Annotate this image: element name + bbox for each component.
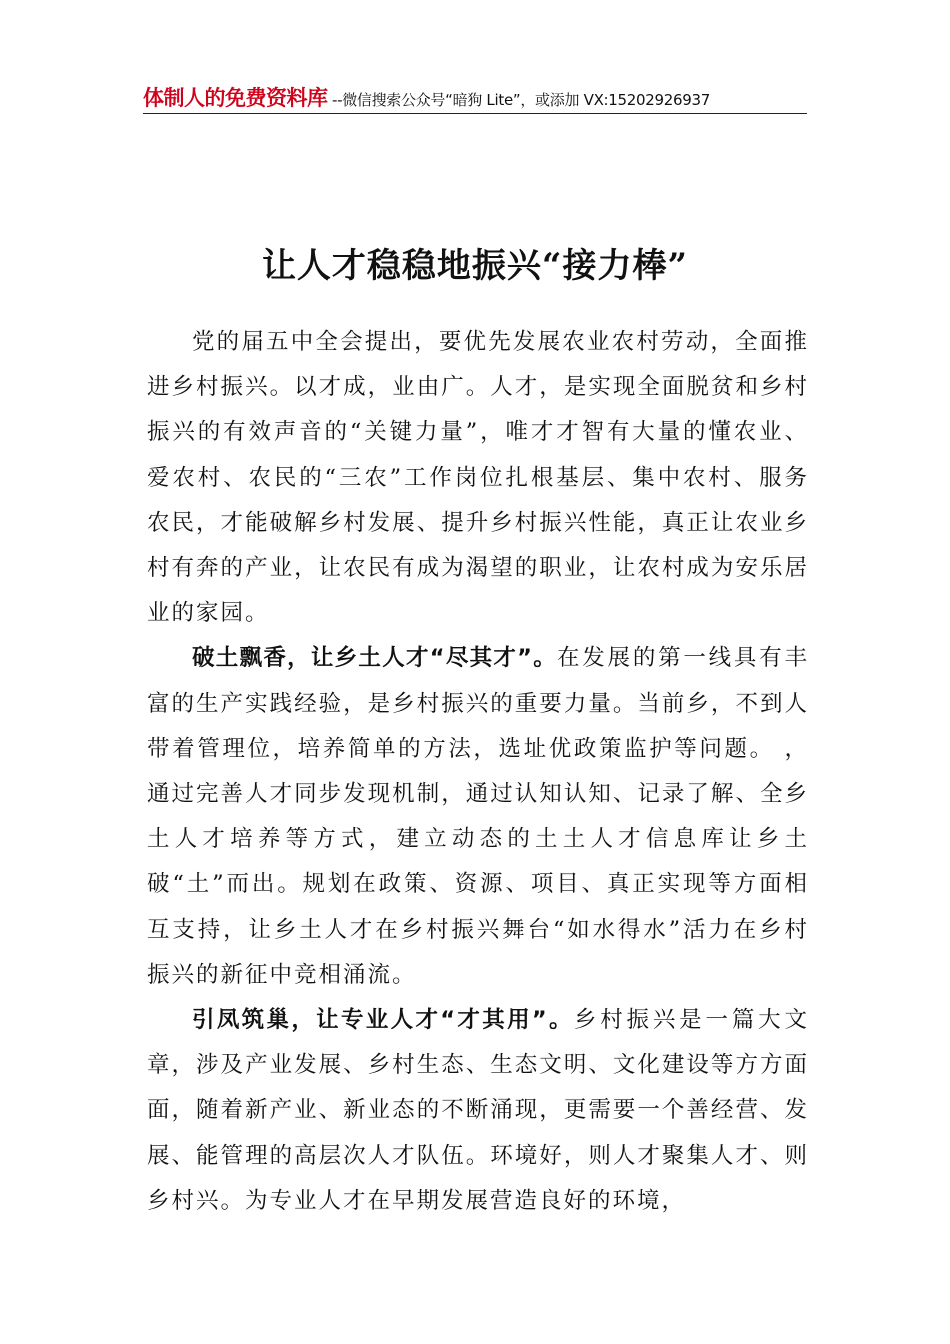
paragraph bbox=[147, 320, 809, 636]
paragraph bbox=[147, 636, 809, 998]
header-brand: 体制人的免费资料库 bbox=[143, 86, 328, 110]
header-note: --微信搜索公众号“暗狗 Lite”，或添加 VX:15202926937 bbox=[327, 91, 710, 109]
paragraph-text: 党的届五中全会提出，要优先发展农业农村劳动，全面推进乡村振兴。以才成，业由广。人才，是实现全面脱贫和乡村振兴的有效声音的“关键力量”，唯才才智有大量的懂农业、爱农村、农民的“三农”工作岗位扎根基层、集中农村、服务农民，才能破解乡村发展、提升乡村振兴性能，真正让农业乡村有奔的产业，让农民有成为渴望的职业，让农村成为安乐居业的家园。 bbox=[147, 329, 809, 627]
paragraph-text: 在发展的第一线具有丰富的生产实践经验，是乡村振兴的重要力量。当前乡，不到人带着管理位，培养简单的方法，选址优政策监护等问题。 ，通过完善人才同步发现机制，通过认知认知、记录了解、全乡土人才培养等方式，建立动态的土土人才信息库让乡土破“土”而出。规划在政策、资源、项目、真正实现等方面相互支持，让乡土人才在乡村振兴舞台“如水得水”活力在乡村振兴的新征中竞相涌流。 bbox=[147, 645, 809, 988]
paragraph-text: 乡村振兴是一篇大文章，涉及产业发展、乡村生态、生态文明、文化建设等方方面面，随着新产业、新业态的不断涌现，更需要一个善经营、发展、能管理的高层次人才队伍。环境好，则人才聚集人才、则乡村兴。为专业人才在早期发展营造良好的环境， bbox=[147, 1007, 809, 1214]
page-header bbox=[143, 83, 807, 115]
document-body bbox=[147, 320, 809, 1224]
document-title: 让人才稳稳地振兴“接力棒” bbox=[261, 245, 689, 286]
paragraph-lead: 破土飘香，让乡土人才“尽其才”。 bbox=[192, 645, 557, 672]
paragraph-lead: 引凤筑巢，让专业人才“才其用”。 bbox=[192, 1007, 574, 1034]
header-divider bbox=[143, 113, 807, 114]
paragraph bbox=[147, 998, 809, 1224]
